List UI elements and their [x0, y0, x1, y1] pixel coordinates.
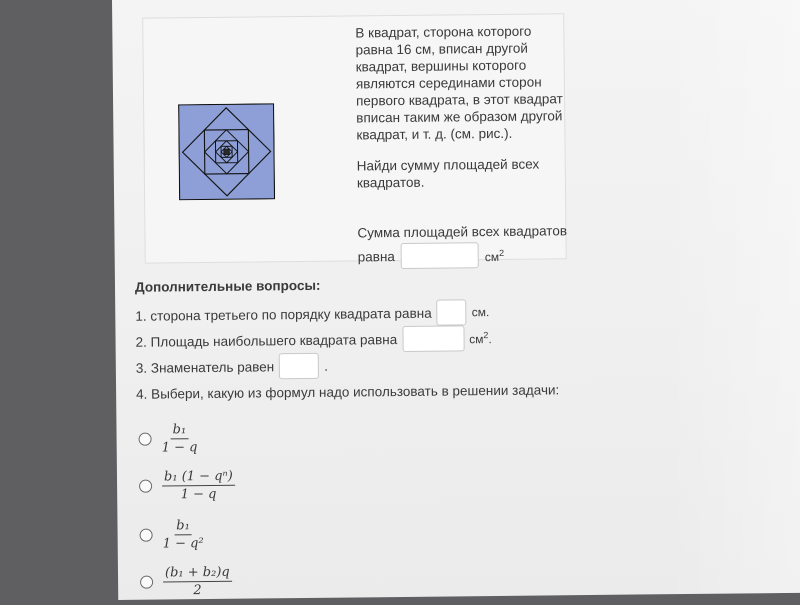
sum-answer-label-2: равна [357, 248, 395, 264]
formula-option-4-radio[interactable] [140, 575, 153, 588]
formula-3-denominator: 1 − q² [162, 535, 204, 551]
formula-option-4-fraction [163, 564, 232, 598]
nested-squares-figure [178, 103, 275, 200]
formula-option-2-radio[interactable] [139, 479, 152, 492]
formula-option-4[interactable] [140, 552, 738, 604]
formula-2-numerator: b₁ (1 − qⁿ) [162, 468, 235, 486]
question-3-text: 3. Знаменатель равен [135, 358, 275, 376]
question-2-unit: $см^2$. [469, 330, 492, 347]
square-9 [224, 149, 230, 155]
formula-option-3-radio[interactable] [140, 528, 153, 541]
sum-answer-input[interactable] [401, 242, 479, 269]
formula-2-denominator: 1 − q [180, 486, 217, 502]
problem-statement [355, 22, 567, 205]
question-1-unit: см. [471, 305, 490, 320]
problem-task: Найди сумму площадей всех квадратов. [356, 156, 540, 191]
formula-option-2-fraction [162, 468, 235, 502]
problem-card [142, 13, 567, 263]
formula-option-3[interactable] [139, 504, 737, 558]
question-2-text: 2. Площадь наибольшего квадрата равна [135, 331, 398, 350]
question-1-input[interactable] [437, 299, 467, 325]
formula-option-2[interactable] [139, 454, 737, 510]
sum-answer-row [357, 222, 567, 269]
problem-text-main: В квадрат, сторона которого равна 16 см, вписан другой квадрат, вершины которого являются серединами сторон первого квадрата, в этот квадрат вписан таким же образом другой квадрат, и т. д. (см. рис.). [355, 23, 563, 143]
question-4 [136, 374, 736, 406]
question-2-input[interactable] [402, 325, 464, 352]
formula-option-3-fraction [162, 518, 203, 551]
question-3-input[interactable] [279, 353, 319, 379]
sum-answer-unit: $см^2$ [484, 247, 505, 264]
additional-questions [135, 273, 738, 604]
screen [112, 0, 800, 600]
figure-panel [153, 35, 325, 247]
formula-3-numerator: b₁ [174, 518, 192, 535]
question-3-tail: . [324, 358, 329, 374]
additional-questions-heading: Дополнительные вопросы: [134, 277, 321, 295]
question-1-text: 1. сторона третьего по порядку квадрата равна [135, 305, 432, 324]
formula-1-denominator: 1 − q [161, 439, 198, 456]
formula-1-numerator: b₁ [171, 422, 189, 439]
formula-4-denominator: 2 [193, 582, 202, 598]
question-4-text: 4. Выбери, какую из формул надо использовать в решении задачи: [136, 381, 560, 402]
formula-option-1[interactable] [138, 410, 736, 460]
formula-option-1-radio[interactable] [139, 432, 152, 445]
formula-option-1-fraction [161, 422, 197, 455]
sum-answer-label-1: Сумма площадей всех квадратов [357, 223, 568, 241]
formula-4-numerator: (b₁ + b₂)q [163, 564, 232, 582]
